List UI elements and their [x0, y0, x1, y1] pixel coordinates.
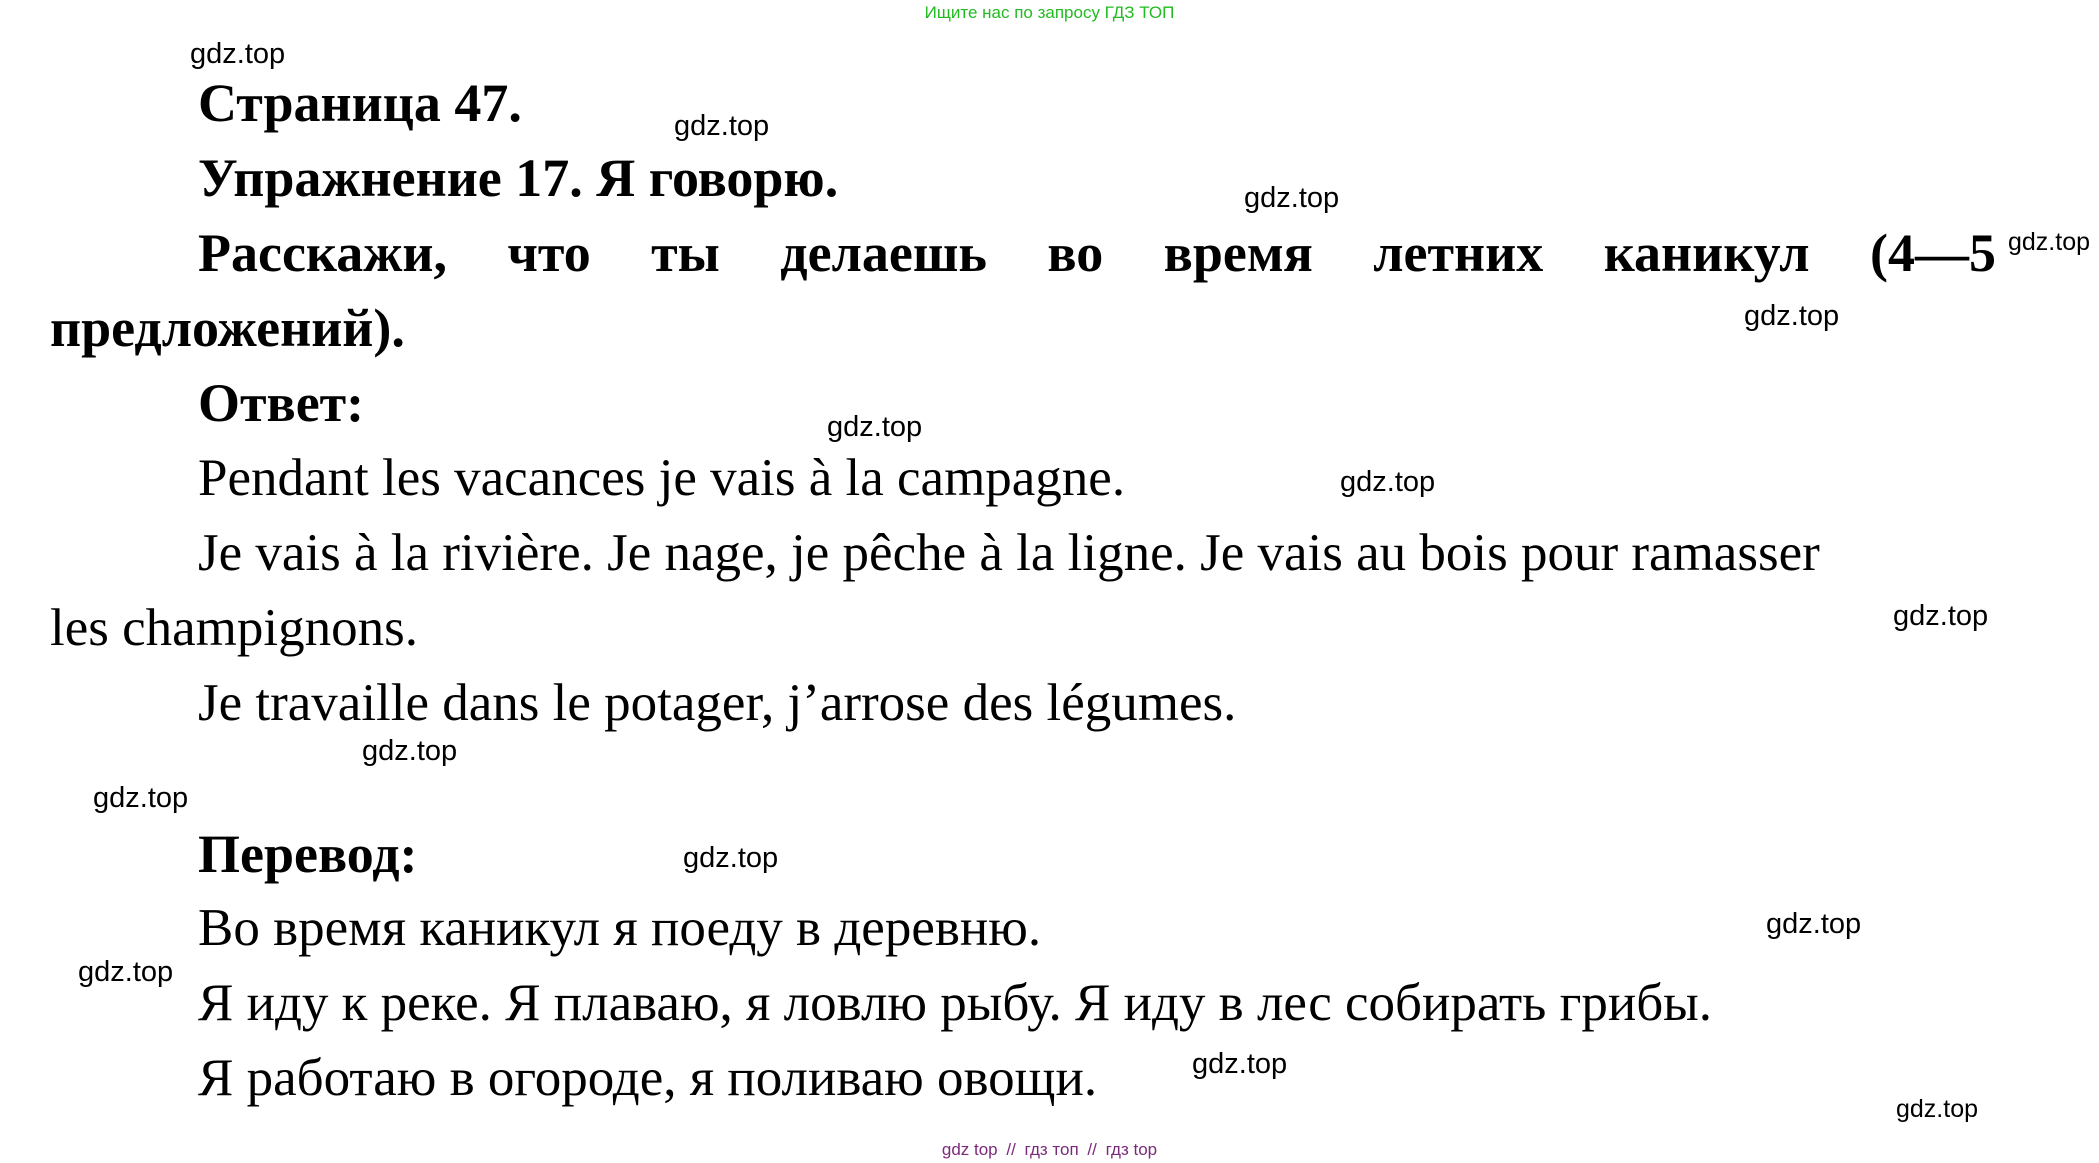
watermark: gdz.top [78, 956, 174, 988]
task-word: ты [651, 223, 720, 283]
task-word: (4—5 [1869, 223, 1996, 283]
answer-line-4: Je travaille dans le potager, j’arrose des légumes. [198, 674, 1237, 732]
task-word: каникул [1603, 223, 1810, 283]
page-title: Страница 47. [198, 73, 522, 133]
watermark: gdz.top [1340, 466, 1436, 498]
bottom-links [0, 1140, 2099, 1160]
task-word: летних [1373, 223, 1544, 283]
watermark: gdz.top [1893, 600, 1989, 632]
watermark: gdz.top [1766, 908, 1862, 940]
translation-line-2: Я иду к реке. Я плаваю, я ловлю рыбу. Я иду в лес собирать грибы. [198, 974, 1713, 1032]
watermark: gdz.top [827, 411, 923, 443]
answer-line-1: Pendant les vacances je vais à la campagne. [198, 449, 1126, 507]
watermark: gdz.top [1896, 1095, 1979, 1123]
translation-line-1: Во время каникул я поеду в деревню. [198, 899, 1042, 957]
answer-line-2: Je vais à la rivière. Je nage, je pêche à la ligne. Je vais au bois pour ramasser [198, 524, 1820, 582]
link-separator: // [1087, 1140, 1097, 1159]
task-line-1 [198, 222, 1996, 284]
watermark: gdz.top [190, 38, 286, 70]
task-word: время [1163, 223, 1313, 283]
watermark: gdz.top [683, 842, 779, 874]
task-word: Расскажи, [198, 223, 447, 283]
watermark: gdz.top [93, 782, 189, 814]
exercise-title: Упражнение 17. Я говорю. [198, 148, 839, 208]
watermark: gdz.top [2008, 228, 2091, 256]
answer-line-3: les champignons. [50, 599, 418, 657]
bottom-link[interactable]: гдз top [1105, 1140, 1158, 1159]
answer-label: Ответ: [198, 373, 365, 433]
task-word: что [507, 223, 591, 283]
task-word: во [1047, 223, 1104, 283]
watermark: gdz.top [1244, 182, 1340, 214]
bottom-link[interactable]: гдз топ [1024, 1140, 1079, 1159]
link-separator: // [1006, 1140, 1016, 1159]
translation-label: Перевод: [198, 824, 418, 884]
translation-line-3: Я работаю в огороде, я поливаю овощи. [198, 1049, 1098, 1107]
task-word: делаешь [780, 223, 987, 283]
top-banner: Ищите нас по запросу ГДЗ ТОП [924, 3, 1175, 22]
watermark: gdz.top [674, 110, 770, 142]
watermark: gdz.top [1744, 300, 1840, 332]
bottom-link[interactable]: gdz top [941, 1140, 998, 1159]
watermark: gdz.top [362, 735, 458, 767]
watermark: gdz.top [1192, 1048, 1288, 1080]
task-line-2: предложений). [50, 298, 405, 358]
